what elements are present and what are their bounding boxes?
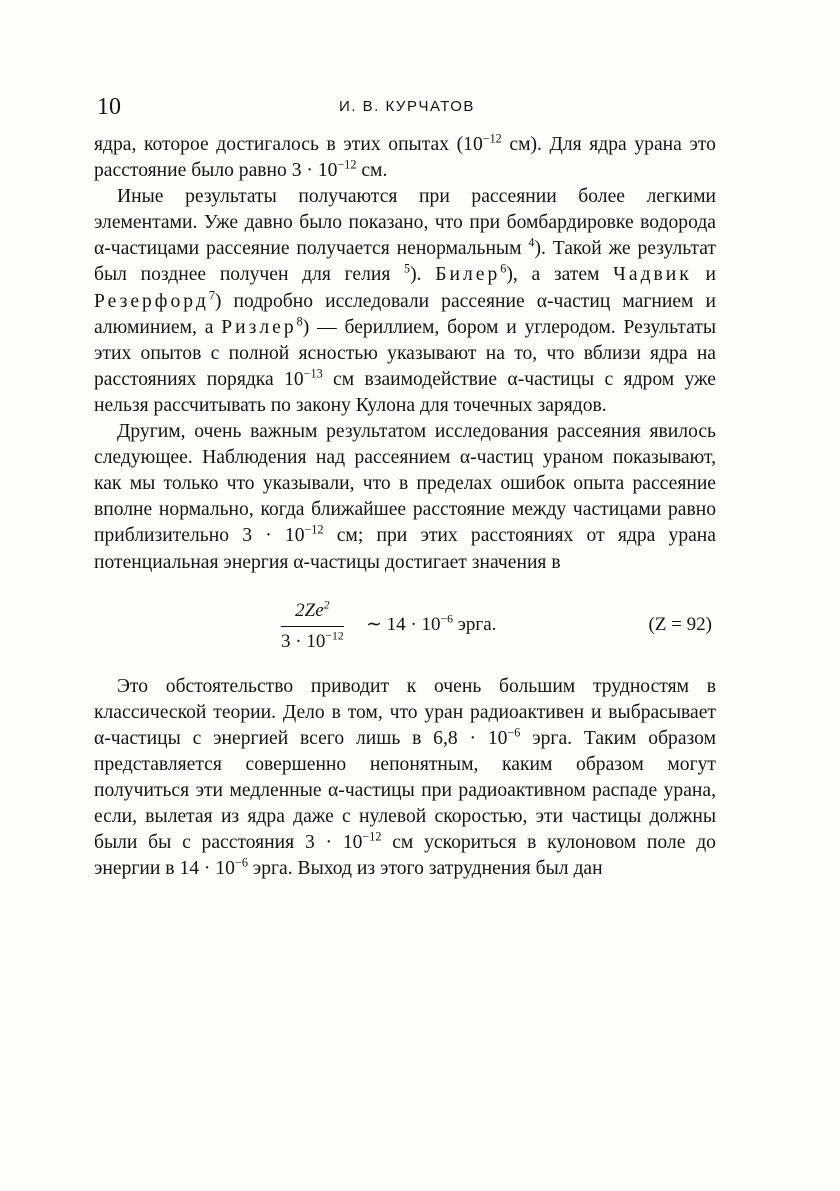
- formula-numerator: 2Ze$^2$: [281, 598, 344, 627]
- formula-value: ∼ $14 \cdot 10^{-6}$ эрга.: [366, 612, 497, 635]
- page-number: 10: [97, 94, 121, 120]
- paragraph-2: Иные результаты получаются при рассеянии более легкими элементами. Уже давно было показано, что при бомбардировке водорода α-частицами рассеяние получается ненормальным $^4$). Такой же результат был позднее получен для гелия $^5$). Билер$^6$), а затем Чадвик и Резерфорд$^7$) подробно исследовали рассеяние α-частиц магнием и алюминием, а Ризлер$^8$) — бериллием, бором и углеродом. Результаты этих опытов с полной ясностью указывают на то, что вблизи ядра на расстояниях порядка $10^{-13}$ см взаимодействие α-частицы с ядром уже нельзя рассчитывать по закону Кулона для точечных зарядов.: [94, 186, 717, 416]
- name-riesler: Ризлер: [221, 316, 297, 338]
- paragraph-4: Это обстоятельство приводит к очень большим трудностям в классической теории. Дело в том, что уран радиоактивен и выбрасывает α-частицы с энергией всего лишь в $6,8 \cdot 10^{-6}$ эрга. Таким образом представляется совершенно непонятным, каким образом могут получиться эти медленные α-частицы при радиоактивном распаде урана, если, вылетая из ядра даже с нулевой скоростью, эти частицы должны были бы с расстояния $3 \cdot 10^{-12}$ см ускориться в кулоновом поле до энергии в $14 \cdot 10^{-6}$ эрга. Выход из этого затруднения был дан: [94, 675, 716, 880]
- formula-z-label: (Z = 92): [648, 613, 712, 635]
- name-rutherford: Резерфорд: [94, 290, 209, 312]
- body-text: [94, 132, 716, 882]
- name-bieler: Билер: [435, 264, 501, 286]
- paragraph-3: Другим, очень важным результатом исследования рассеяния явилось следующее. Наблюдения над рассеянием α-частиц ураном показывают, как мы только что указывали, что в пределах ошибок опыта рассеяние вполне нормально, когда ближайшее расстояние между частицами равно приблизительно $3 \cdot 10^{-12}$ см; при этих расстояниях от ядра урана потенциальная энергия α-частицы достигает значения в: [94, 421, 716, 573]
- energy-formula: [94, 584, 716, 664]
- page-header: [97, 94, 717, 124]
- name-chadwick: Чадвик: [613, 264, 692, 286]
- paragraph-1: ядра, которое достигалось в этих опытах ($10^{-12}$ см). Для ядра урана это расстояние было равно $3 \cdot 10^{-12}$ см.: [94, 131, 716, 182]
- formula-fraction: [281, 598, 344, 655]
- running-head: И. В. КУРЧАТОВ: [339, 98, 475, 115]
- formula-denominator: $3 \cdot 10^{-12}$: [281, 629, 344, 652]
